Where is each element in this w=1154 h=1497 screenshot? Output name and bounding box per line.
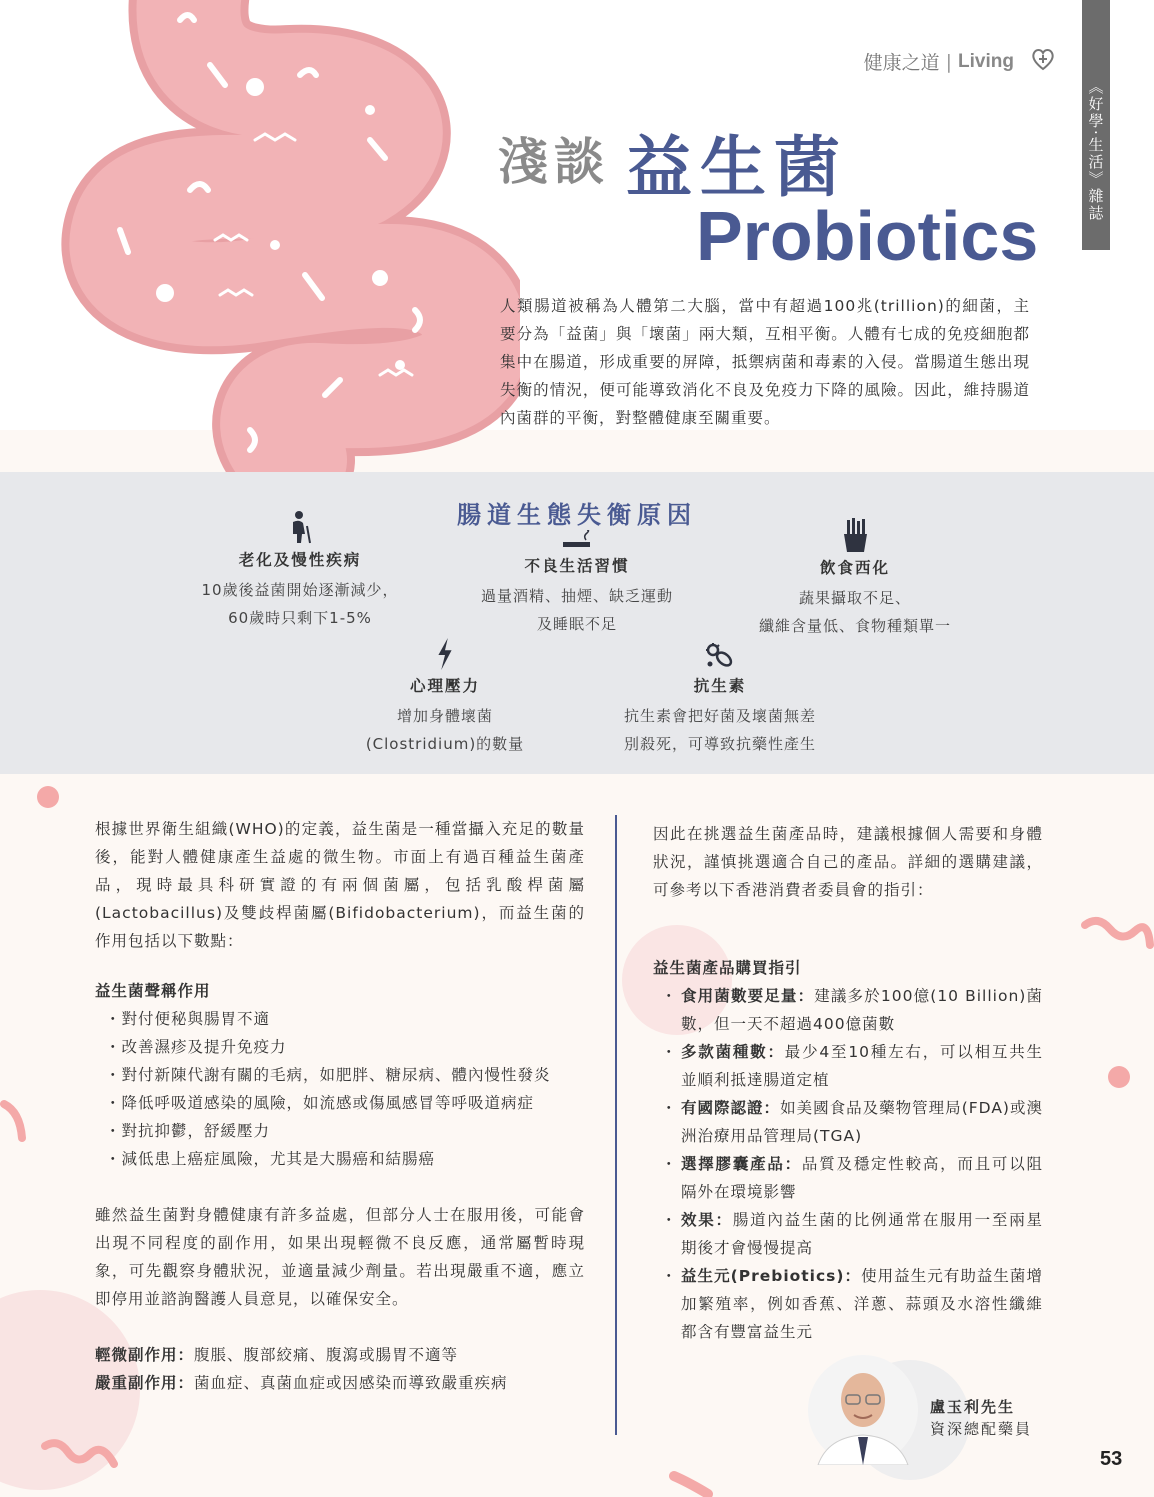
cause-title: 老化及慢性疾病 bbox=[238, 551, 362, 569]
cause-line: 增加身體壞菌 bbox=[396, 707, 493, 725]
left-column bbox=[95, 815, 585, 1397]
fries-icon bbox=[840, 518, 870, 552]
cause-title: 不良生活習慣 bbox=[524, 557, 630, 575]
list-item: ・減低患上癌症風險，尤其是大腸癌和結腸癌 bbox=[105, 1150, 436, 1168]
cause-line: 纖維含量低、食物種類單一 bbox=[758, 617, 951, 635]
bullet-dot: ・ bbox=[661, 1043, 678, 1061]
cause-line: (Clostridium)的數量 bbox=[365, 735, 525, 753]
guide-text: 如美國食品及藥物管理局(FDA)或澳洲治療用品管理局(TGA) bbox=[681, 1099, 1043, 1145]
list-item bbox=[653, 982, 1043, 1038]
severe-side-effects bbox=[95, 1369, 585, 1397]
mild-label: 輕微副作用： bbox=[95, 1346, 195, 1364]
decor-squiggle bbox=[668, 1470, 718, 1497]
decor-squiggle bbox=[0, 1098, 34, 1148]
severe-label: 嚴重副作用： bbox=[95, 1374, 195, 1392]
cause-title: 抗生素 bbox=[693, 677, 747, 695]
list-item: ・對付新陳代謝有關的毛病，如肥胖、糖尿病、體內慢性發炎 bbox=[105, 1066, 551, 1084]
title-prefix: 淺談 bbox=[498, 133, 610, 191]
cause-diet bbox=[740, 518, 970, 640]
cause-line: 過量酒精、抽煙、缺乏運動 bbox=[480, 587, 673, 605]
cause-title: 飲食西化 bbox=[819, 559, 890, 577]
page-title: 益生菌 bbox=[626, 129, 848, 206]
bacteria-icon bbox=[705, 642, 735, 670]
author-portrait bbox=[808, 1355, 918, 1465]
bullet-dot: ・ bbox=[661, 1099, 678, 1117]
list-item bbox=[653, 1038, 1043, 1094]
decor-squiggle bbox=[1080, 915, 1154, 955]
page-title-en: Probiotics bbox=[696, 197, 1039, 275]
severe-text: 菌血症、真菌血症或因感染而導致嚴重疾病 bbox=[194, 1374, 508, 1392]
list-item bbox=[653, 1150, 1043, 1206]
intro-paragraph: 人類腸道被稱為人體第二大腦，當中有超過100兆(trillion)的細菌，主要分為「益菌」與「壞菌」兩大類，互相平衡。人體有七成的免疫細胞都集中在腸道，形成重要的屏障，抵禦病菌和毒素的入侵。當腸道生態出現失衡的情況，便可能導致消化不良及免疫力下降的風險。因此，維持腸道內菌群的平衡，對整體健康至關重要。 bbox=[500, 297, 1030, 427]
lightning-icon bbox=[430, 638, 460, 670]
section-separator: | bbox=[945, 50, 953, 73]
guide-label: 多款菌種數： bbox=[681, 1043, 785, 1061]
list-item: ・降低呼吸道感染的風險，如流感或傷風感冒等呼吸道病症 bbox=[105, 1094, 535, 1112]
page-number: 53 bbox=[1100, 1448, 1123, 1470]
column-divider bbox=[615, 815, 617, 1435]
guide-text: 建議多於100億(10 Billion)菌數，但一天不超過400億菌數 bbox=[681, 987, 1043, 1033]
bullet-dot: ・ bbox=[661, 1211, 678, 1229]
who-definition-paragraph: 根據世界衛生組織(WHO)的定義，益生菌是一種當攝入充足的數量後，能對人體健康產生益處的微生物。市面上有過百種益生菌產品，現時最具科研實證的有兩個菌屬，包括乳酸桿菌屬(Lactobacillus)及雙歧桿菌屬(Bifidobacterium)，而益生菌的作用包括以下數點： bbox=[95, 820, 585, 950]
guide-label: 食用菌數要足量： bbox=[681, 987, 815, 1005]
list-item: ・改善濕疹及提升免疫力 bbox=[105, 1038, 287, 1056]
bullet-dot: ・ bbox=[661, 987, 678, 1005]
guide-label: 益生元(Prebiotics)： bbox=[681, 1267, 862, 1285]
magazine-side-tab: 《好學‧生活》雜誌 bbox=[1082, 0, 1110, 250]
cause-line: 別殺死，可導致抗藥性產生 bbox=[623, 735, 816, 753]
mild-side-effects bbox=[95, 1341, 585, 1369]
list-item bbox=[653, 1262, 1043, 1346]
selection-paragraph: 因此在挑選益生菌產品時，建議根據個人需要和身體狀況，謹慎挑選適合自己的產品。詳細的選購建議，可參考以下香港消費者委員會的指引： bbox=[653, 825, 1043, 899]
cause-line: 蔬果攝取不足、 bbox=[798, 589, 911, 607]
list-item: ・對抗抑鬱，舒緩壓力 bbox=[105, 1122, 271, 1140]
guide-list bbox=[653, 982, 1043, 1346]
decor-squiggle bbox=[40, 1438, 120, 1478]
guide-label: 有國際認證： bbox=[681, 1099, 781, 1117]
mild-text: 腹脹、腹部絞痛、腹瀉或腸胃不適等 bbox=[194, 1346, 459, 1364]
elderly-person-icon bbox=[285, 510, 315, 544]
section-label-zh: 健康之道 bbox=[863, 52, 940, 74]
cause-antibiotics bbox=[600, 642, 840, 758]
cause-stress bbox=[340, 638, 550, 758]
section-label-en: Living bbox=[958, 50, 1014, 72]
decor-circle bbox=[1108, 1066, 1130, 1088]
heart-plus-icon bbox=[1030, 46, 1056, 72]
guide-label: 選擇膠囊產品： bbox=[681, 1155, 802, 1173]
benefits-heading: 益生菌聲稱作用 bbox=[95, 982, 211, 1000]
author-name: 盧玉利先生 bbox=[930, 1398, 1016, 1416]
author-title: 資深總配藥員 bbox=[930, 1420, 1033, 1438]
cause-habits bbox=[462, 530, 692, 638]
list-item: ・對付便秘與腸胃不適 bbox=[105, 1010, 271, 1028]
cause-line: 60歲時只剩下1-5% bbox=[228, 609, 372, 627]
guide-text: 最少4至10種左右，可以相互共生並順利抵達腸道定植 bbox=[681, 1043, 1043, 1089]
guide-label: 效果： bbox=[681, 1211, 733, 1229]
side-effects-paragraph: 雖然益生菌對身體健康有許多益處，但部分人士在服用後，可能會出現不同程度的副作用，如果出現輕微不良反應，通常屬暫時現象，可先觀察身體狀況，並適量減少劑量。若出現嚴重不適，應立即停用並諮詢醫護人員意見，以確保安全。 bbox=[95, 1206, 585, 1308]
section-label bbox=[864, 48, 1014, 75]
cigarette-icon bbox=[562, 530, 592, 550]
decor-circle bbox=[37, 786, 59, 808]
intestine-illustration bbox=[60, 0, 520, 510]
cause-line: 抗生素會把好菌及壞菌無差 bbox=[623, 707, 816, 725]
bullet-dot: ・ bbox=[661, 1267, 678, 1285]
list-item bbox=[653, 1206, 1043, 1262]
cause-line: 10歲後益菌開始逐漸減少， bbox=[201, 581, 399, 599]
cause-title: 心理壓力 bbox=[409, 677, 480, 695]
bullet-dot: ・ bbox=[661, 1155, 678, 1173]
guide-text: 品質及穩定性較高，而且可以阻隔外在環境影響 bbox=[681, 1155, 1043, 1201]
benefits-list bbox=[95, 1005, 585, 1173]
cause-line: 及睡眠不足 bbox=[536, 615, 617, 633]
guide-text: 腸道內益生菌的比例通常在服用一至兩星期後才會慢慢提高 bbox=[681, 1211, 1043, 1257]
guide-text: 使用益生元有助益生菌增加繁殖率，例如香蕉、洋蔥、蒜頭及水溶性纖維都含有豐富益生元 bbox=[681, 1267, 1043, 1341]
right-column bbox=[653, 820, 1043, 1346]
cause-aging bbox=[185, 510, 415, 632]
list-item bbox=[653, 1094, 1043, 1150]
guide-heading: 益生菌產品購買指引 bbox=[653, 959, 802, 977]
causes-title: 腸道生態失衡原因 bbox=[457, 501, 697, 529]
